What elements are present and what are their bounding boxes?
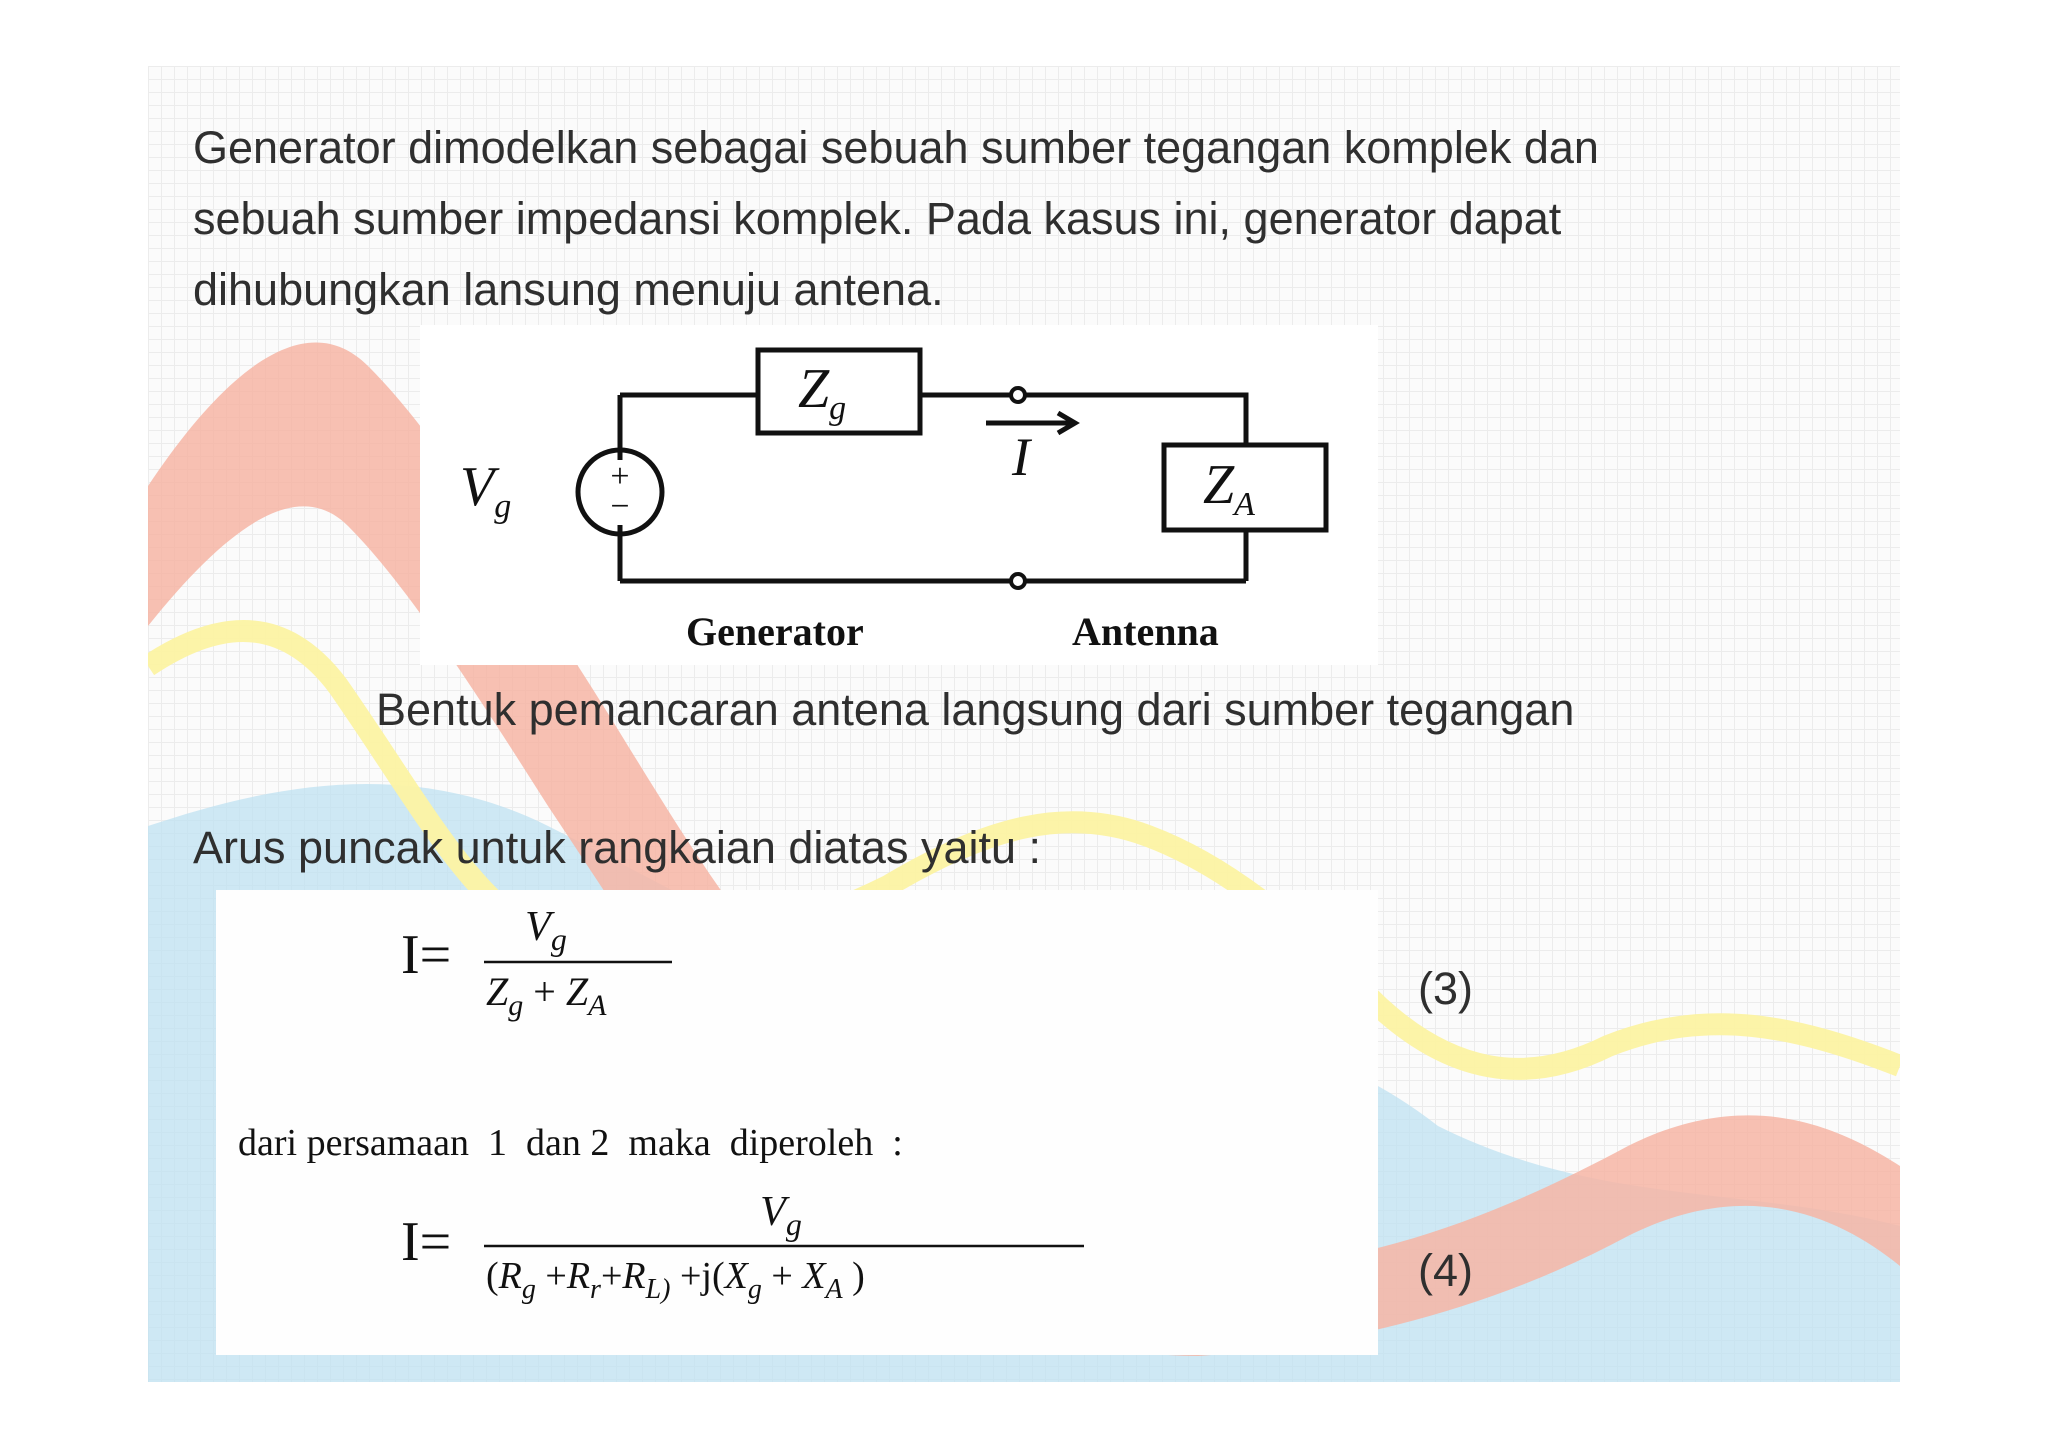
eq3-lhs: I= <box>401 924 452 986</box>
source-minus-sign: − <box>610 488 630 525</box>
intro-line-3: dihubungkan lansung menuju antena. <box>193 264 944 315</box>
source-plus-sign: + <box>610 458 630 495</box>
equations-panel <box>216 890 1378 1355</box>
wire-top-c <box>1018 395 1246 445</box>
current-label: I <box>1012 427 1030 487</box>
generator-label: Generator <box>686 609 864 654</box>
figure-caption: Bentuk pemancaran antena langsung dari sumber tegangan <box>376 684 1575 735</box>
eq4-denominator: ($R_g +R_r+R_{L)} +j(X_g + X_A$ ) <box>486 1255 865 1305</box>
eq4-lhs: I= <box>401 1211 452 1273</box>
intro-line-1: Generator dimodelkan sebagai sebuah sumber tegangan komplek dan <box>193 122 1599 173</box>
intro-line-2: sebuah sumber impedansi komplek. Pada kasus ini, generator dapat <box>193 193 1562 244</box>
terminal-top <box>1011 388 1025 402</box>
circuit-diagram-panel <box>420 325 1378 665</box>
eq4-numerator: $V_g$ <box>760 1189 802 1242</box>
vg-label: $V_g$ <box>460 456 512 525</box>
current-intro-text: Arus puncak untuk rangkaian diatas yaitu : <box>193 822 1042 873</box>
za-label: $Z_A$ <box>1203 454 1255 523</box>
derivation-text: dari persamaan 1 dan 2 maka diperoleh : <box>238 1122 903 1164</box>
equation-3 <box>401 904 672 1022</box>
equation-4-number: (4) <box>1418 1245 1473 1296</box>
circuit-diagram <box>420 325 1378 665</box>
equation-4 <box>401 1189 1084 1305</box>
zg-label: $Z_g$ <box>798 358 847 427</box>
eq3-denominator: $Z_g + Z_A$ <box>486 969 607 1022</box>
equations <box>216 890 1378 1355</box>
intro-paragraph <box>193 112 1753 325</box>
equation-3-number: (3) <box>1418 963 1473 1014</box>
antenna-label: Antenna <box>1072 609 1219 654</box>
eq3-numerator: $V_g$ <box>525 904 567 957</box>
terminal-bottom <box>1011 574 1025 588</box>
